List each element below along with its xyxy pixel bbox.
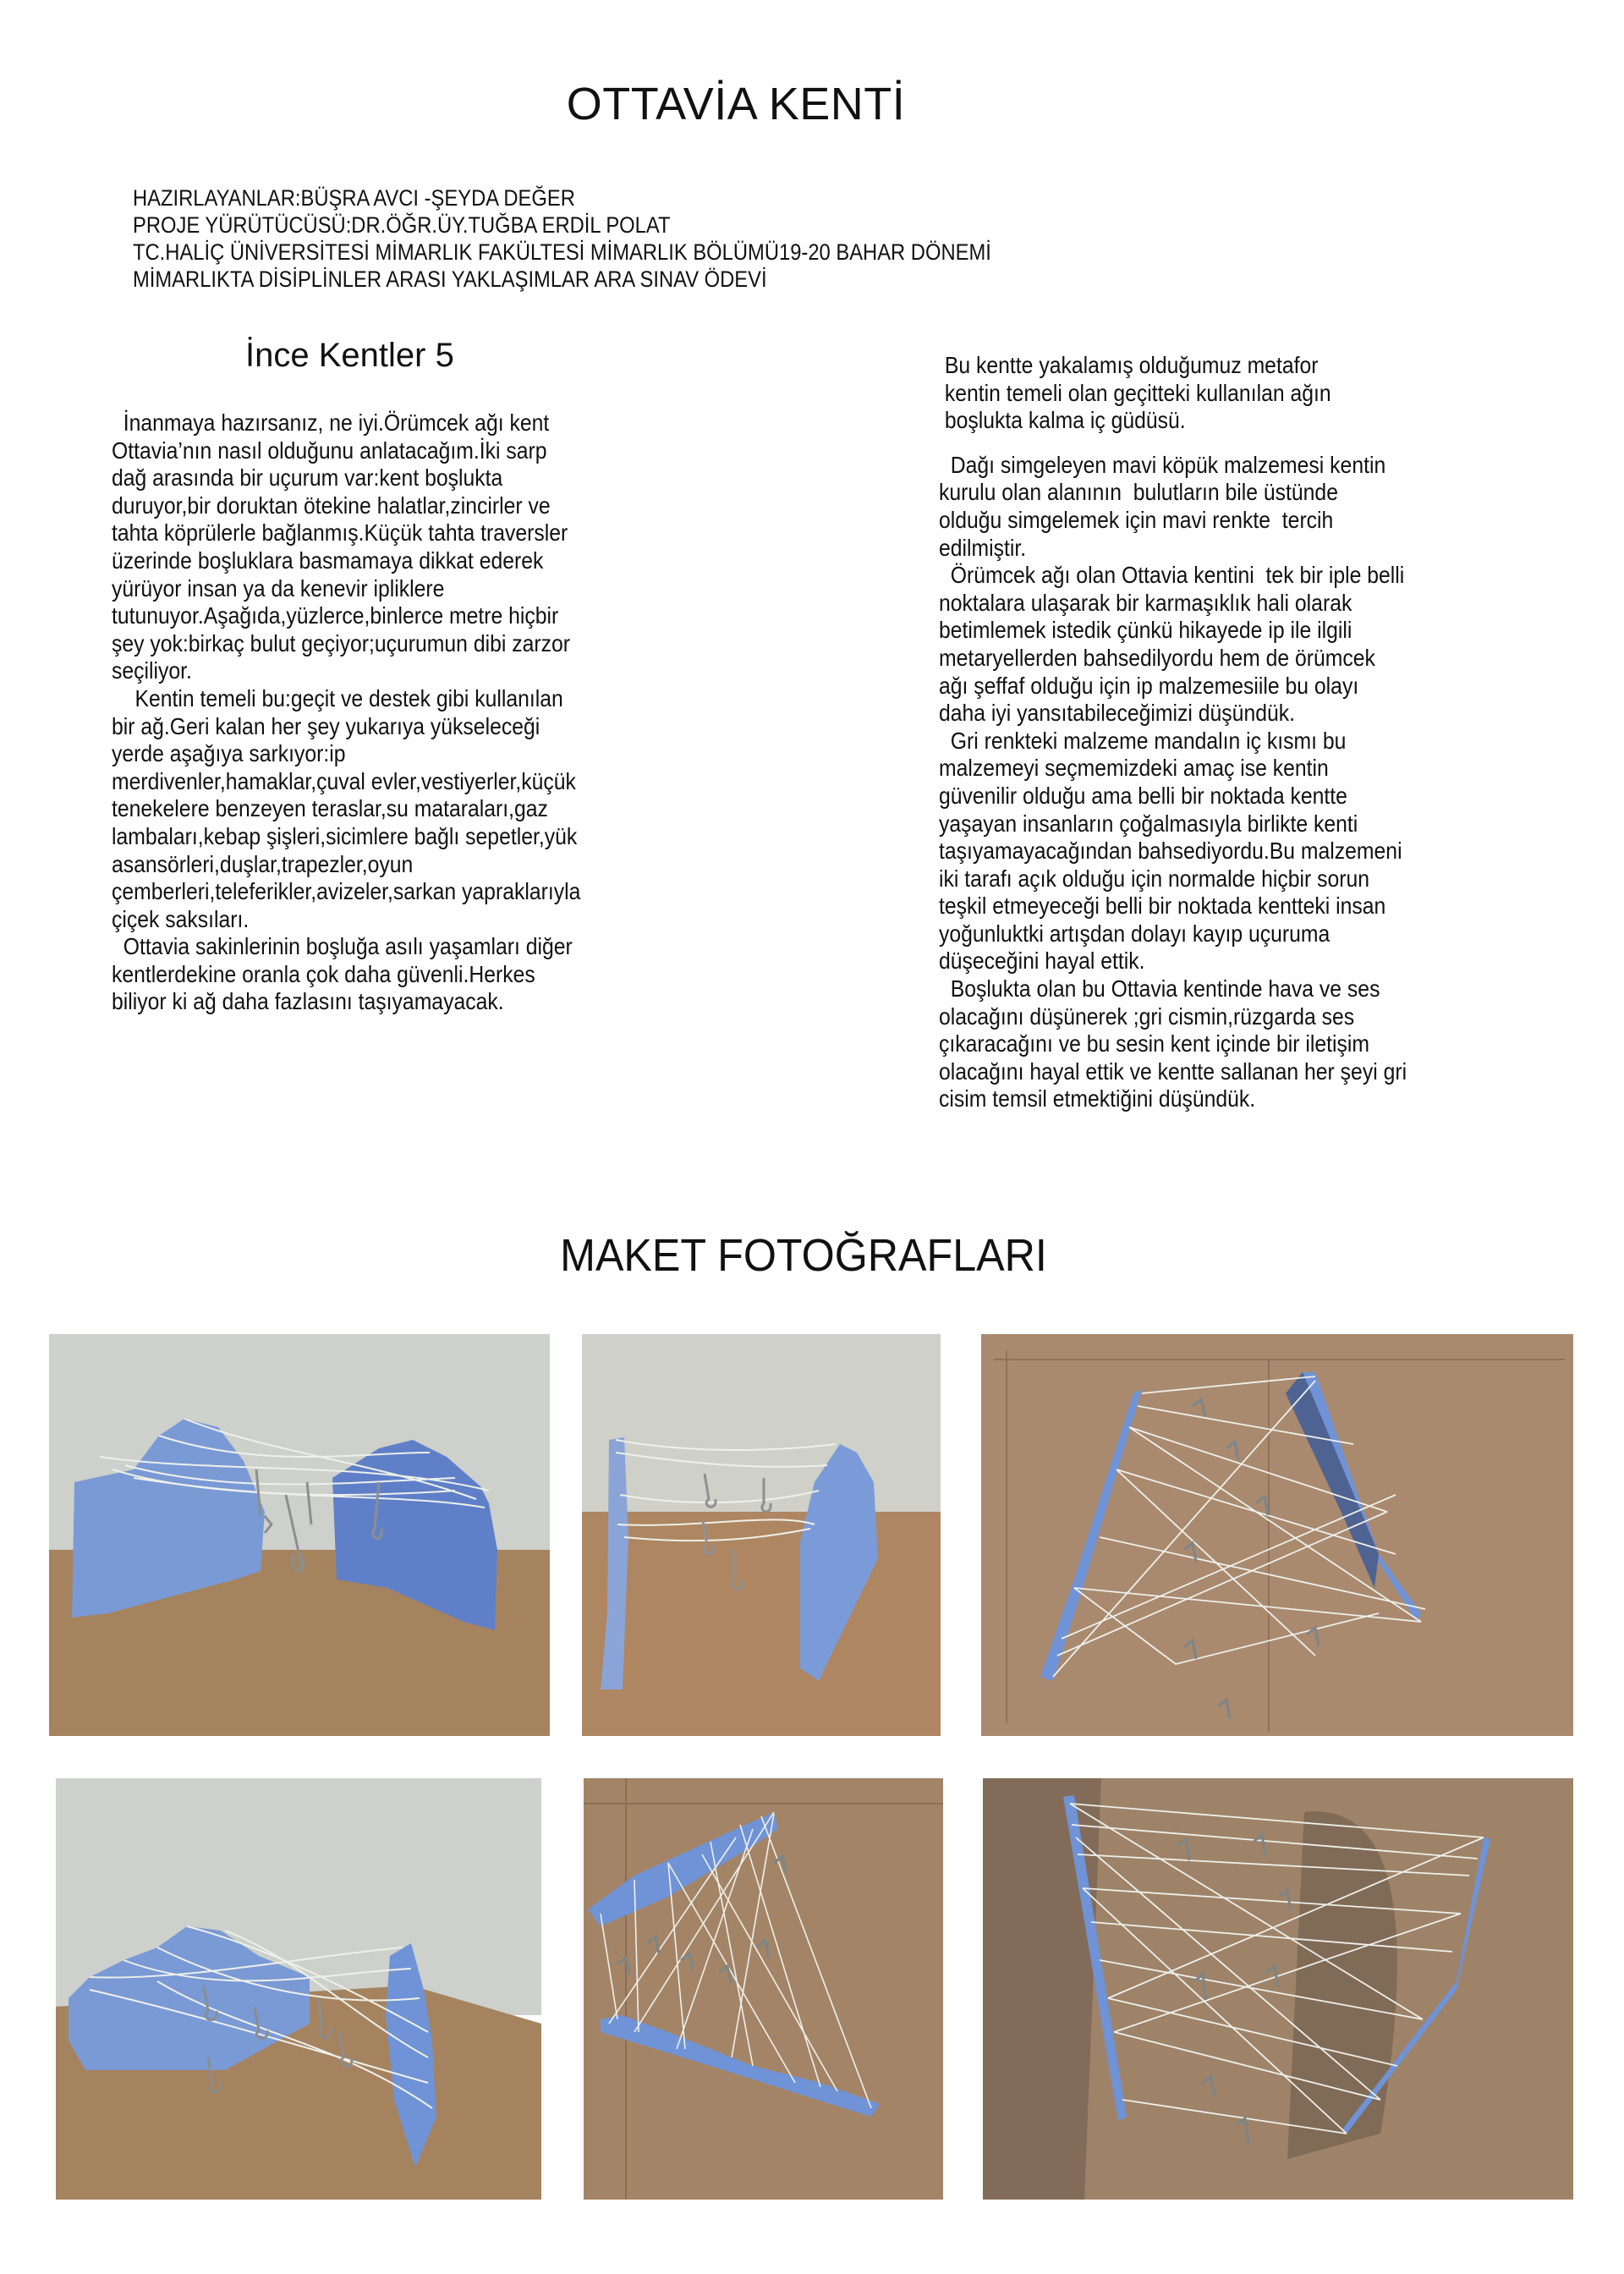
text-line: üzerinde boşluklara basmamaya dikkat ederek	[112, 547, 544, 574]
text-line: bir ağ.Geri kalan her şey yukarıya yükseleceği	[112, 712, 540, 739]
text-line: metaryellerden bahsedilyordu hem de örümcek	[939, 644, 1375, 671]
text-line: ağı şeffaf olduğu için ip malzemesiile bu olayı	[939, 672, 1359, 699]
text-line: güvenilir olduğu ama belli bir noktada kentte	[939, 782, 1347, 809]
credits-supervisor: PROJE YÜRÜTÜCÜSÜ:DR.ÖĞR.ÜY.TUĞBA ERDİL POLAT	[133, 212, 671, 238]
model-photo-6	[983, 1778, 1573, 2200]
text-line: malzemeyi seçmemizdeki amaç ise kentin	[939, 755, 1329, 782]
text-line: duruyor,bir doruktan ötekine halatlar,zincirler ve	[112, 492, 551, 519]
text-line: edilmiştir.	[939, 534, 1027, 561]
text-line: seçiliyor.	[112, 657, 192, 684]
intro-line: kentin temeli olan geçitteki kullanılan ağın	[939, 379, 1331, 406]
text-line: Örümcek ağı olan Ottavia kentini tek bir iple belli	[939, 562, 1405, 589]
text-line: Kentin temeli bu:geçit ve destek gibi kullanılan	[112, 684, 563, 711]
text-line: lambaları,kebap şişleri,sicimlere bağlı sepetler,yük	[112, 822, 578, 849]
right-column-text	[939, 352, 1407, 1113]
text-line: yürüyor insan ya da kenevir ipliklere	[112, 574, 445, 601]
text-line: biliyor ki ağ daha fazlasını taşıyamayacak.	[112, 988, 504, 1015]
text-line: daha iyi yansıtabileceğimizi düşündük.	[939, 700, 1296, 727]
text-line: yerde aşağıya sarkıyor:ip	[112, 740, 346, 767]
text-line: çemberleri,teleferikler,avizeler,sarkan yapraklarıyla	[112, 878, 581, 905]
intro-line: Bu kentte yakalamış olduğumuz metafor	[939, 352, 1319, 378]
page-title: OTTAVİA KENTİ	[566, 79, 906, 129]
text-line: olacağını düşünerek ;gri cismin,rüzgarda ses	[939, 1002, 1355, 1030]
text-line: çıkaracağını ve bu sesin kent içinde bir iletişim	[939, 1030, 1369, 1057]
text-line: asansörleri,duşlar,trapezler,oyun	[112, 850, 414, 877]
model-photo-5	[584, 1778, 943, 2200]
project-credits	[133, 184, 991, 293]
text-line: kentlerdekine oranla çok daha güvenli.Herkes	[112, 960, 535, 987]
left-column-text	[112, 409, 580, 1016]
text-line: olacağını hayal ettik ve kentte sallanan her şeyi gri	[939, 1057, 1407, 1085]
text-line: şey yok:birkaç bulut geçiyor;uçurumun dibi zarzor	[112, 629, 570, 656]
model-photo-3	[981, 1334, 1573, 1736]
model-photo-1	[49, 1334, 550, 1736]
text-line: yoğunluktki artışdan dolayı kayıp uçuruma	[939, 920, 1330, 947]
text-line: Gri renkteki malzeme mandalın iç kısmı bu	[939, 727, 1347, 754]
text-line: tahta köprülerle bağlanmış.Küçük tahta traversler	[112, 519, 568, 547]
text-line: teşkil etmeyeceği belli bir noktada kentteki insan	[939, 893, 1386, 920]
model-photo-2	[582, 1334, 941, 1736]
text-line: İnanmaya hazırsanız, ne iyi.Örümcek ağı kent	[112, 409, 550, 436]
text-line: Ottavia sakinlerinin boşluğa asılı yaşamları diğer	[112, 933, 573, 960]
text-line: Dağı simgeleyen mavi köpük malzemesi kentin	[939, 451, 1386, 478]
text-line: yaşayan insanların çoğalmasıyla birlikte kenti	[939, 810, 1358, 837]
text-line: olduğu simgelemek için mavi renkte tercih	[939, 506, 1334, 533]
text-line: kurulu olan alanının bulutların bile üstünde	[939, 479, 1338, 506]
text-line: merdivenler,hamaklar,çuval evler,vestiyerler,küçük	[112, 767, 576, 794]
text-line: taşıyamayacağından bahsediyordu.Bu malzemeni	[939, 838, 1402, 865]
credits-course: MİMARLIKTA DİSİPLİNLER ARASI YAKLAŞIMLAR ARA SINAV ÖDEVİ	[133, 266, 767, 292]
text-line: tenekelere benzeyen teraslar,su mataraları,gaz	[112, 795, 548, 822]
text-line: cisim temsil etmektiğini düşündük.	[939, 1085, 1256, 1112]
text-line: noktalara ulaşarak bir karmaşıklık hali olarak	[939, 589, 1352, 616]
text-line: Ottavia’nın nasıl olduğunu anlatacağım.İki sarp	[112, 437, 547, 464]
text-line: dağ arasında bir uçurum var:kent boşlukta	[112, 464, 503, 492]
credits-institution: TC.HALİÇ ÜNİVERSİTESİ MİMARLIK FAKÜLTESİ MİMARLIK BÖLÜMÜ19-20 BAHAR DÖNEMİ	[133, 239, 991, 265]
intro-line: boşlukta kalma iç güdüsü.	[939, 407, 1186, 434]
text-line: çiçek saksıları.	[112, 905, 250, 932]
text-line: iki tarafı açık olduğu için normalde hiçbir sorun	[939, 865, 1370, 892]
credits-authors: HAZIRLAYANLAR:BÜŞRA AVCI -ŞEYDA DEĞER	[133, 185, 575, 211]
text-line: betimlemek istedik çünkü hikayede ip ile ilgili	[939, 617, 1352, 644]
text-line: tutunuyor.Aşağıda,yüzlerce,binlerce metre hiçbir	[112, 602, 559, 629]
text-line: düşeceğini hayal ettik.	[939, 948, 1145, 975]
text-line: Boşlukta olan bu Ottavia kentinde hava ve ses	[939, 975, 1380, 1002]
model-photo-4	[56, 1778, 541, 2200]
photos-heading: MAKET FOTOĞRAFLARI	[560, 1230, 1047, 1281]
left-column-heading: İnce Kentler 5	[245, 337, 454, 374]
